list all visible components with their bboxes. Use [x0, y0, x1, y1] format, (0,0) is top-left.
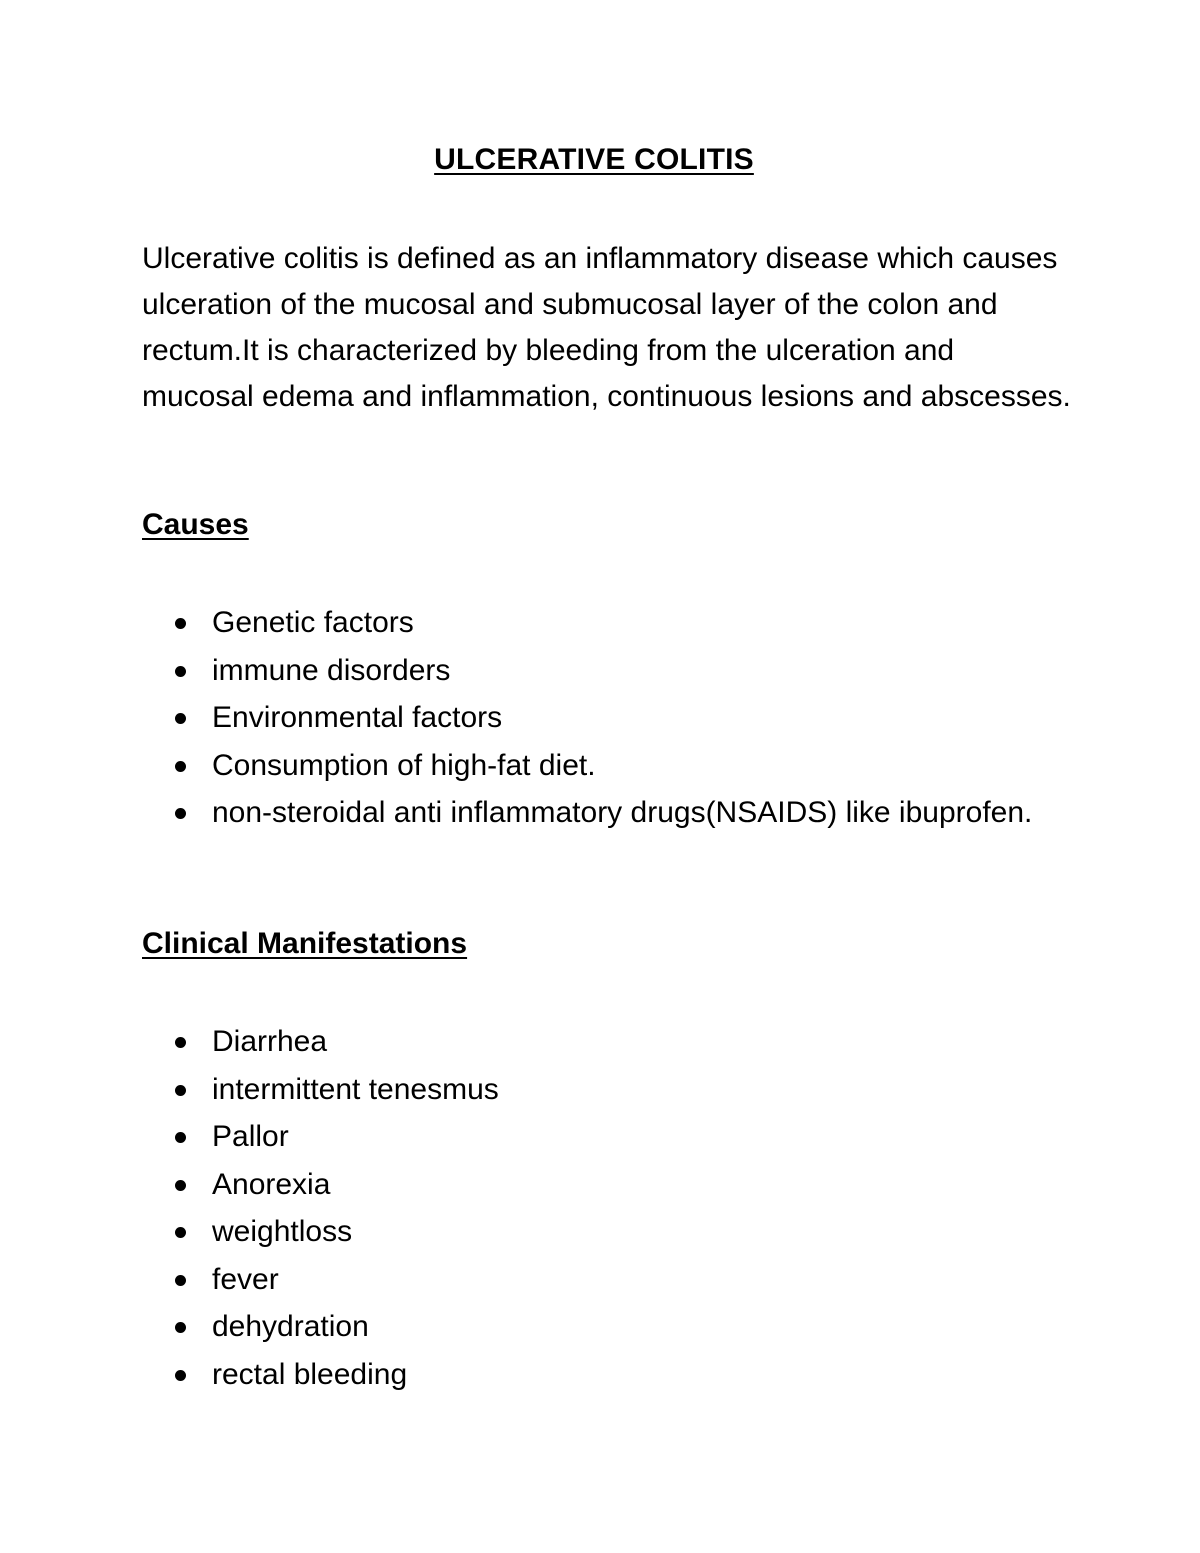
list-item: Environmental factors [142, 694, 1042, 742]
list-item: fever [142, 1256, 1042, 1304]
page-title: ULCERATIVE COLITIS [434, 143, 754, 176]
clinical-manifestations-list [142, 1018, 1042, 1398]
list-item: Anorexia [142, 1161, 1042, 1209]
list-item: Diarrhea [142, 1018, 1042, 1066]
list-item: intermittent tenesmus [142, 1066, 1042, 1114]
list-item: weightloss [142, 1208, 1042, 1256]
list-item: immune disorders [142, 647, 1042, 695]
list-item: Consumption of high-fat diet. [142, 742, 1042, 790]
list-item: rectal bleeding [142, 1351, 1042, 1399]
list-item: non-steroidal anti inflammatory drugs(NSAIDS) like ibuprofen. [142, 789, 1042, 837]
list-item: dehydration [142, 1303, 1042, 1351]
causes-list [142, 599, 1042, 837]
intro-paragraph: Ulcerative colitis is defined as an inflammatory disease which causes ulceration of the mucosal and submucosal layer of the colon and rectum.It is characterized by bleeding from the ulceration and mucosal edema and inflammation, continuous lesions and abscesses. [142, 242, 1071, 413]
clinical-manifestations-heading: Clinical Manifestations [142, 927, 468, 960]
list-item: Pallor [142, 1113, 1042, 1161]
causes-heading: Causes [142, 508, 249, 541]
list-item: Genetic factors [142, 599, 1042, 647]
